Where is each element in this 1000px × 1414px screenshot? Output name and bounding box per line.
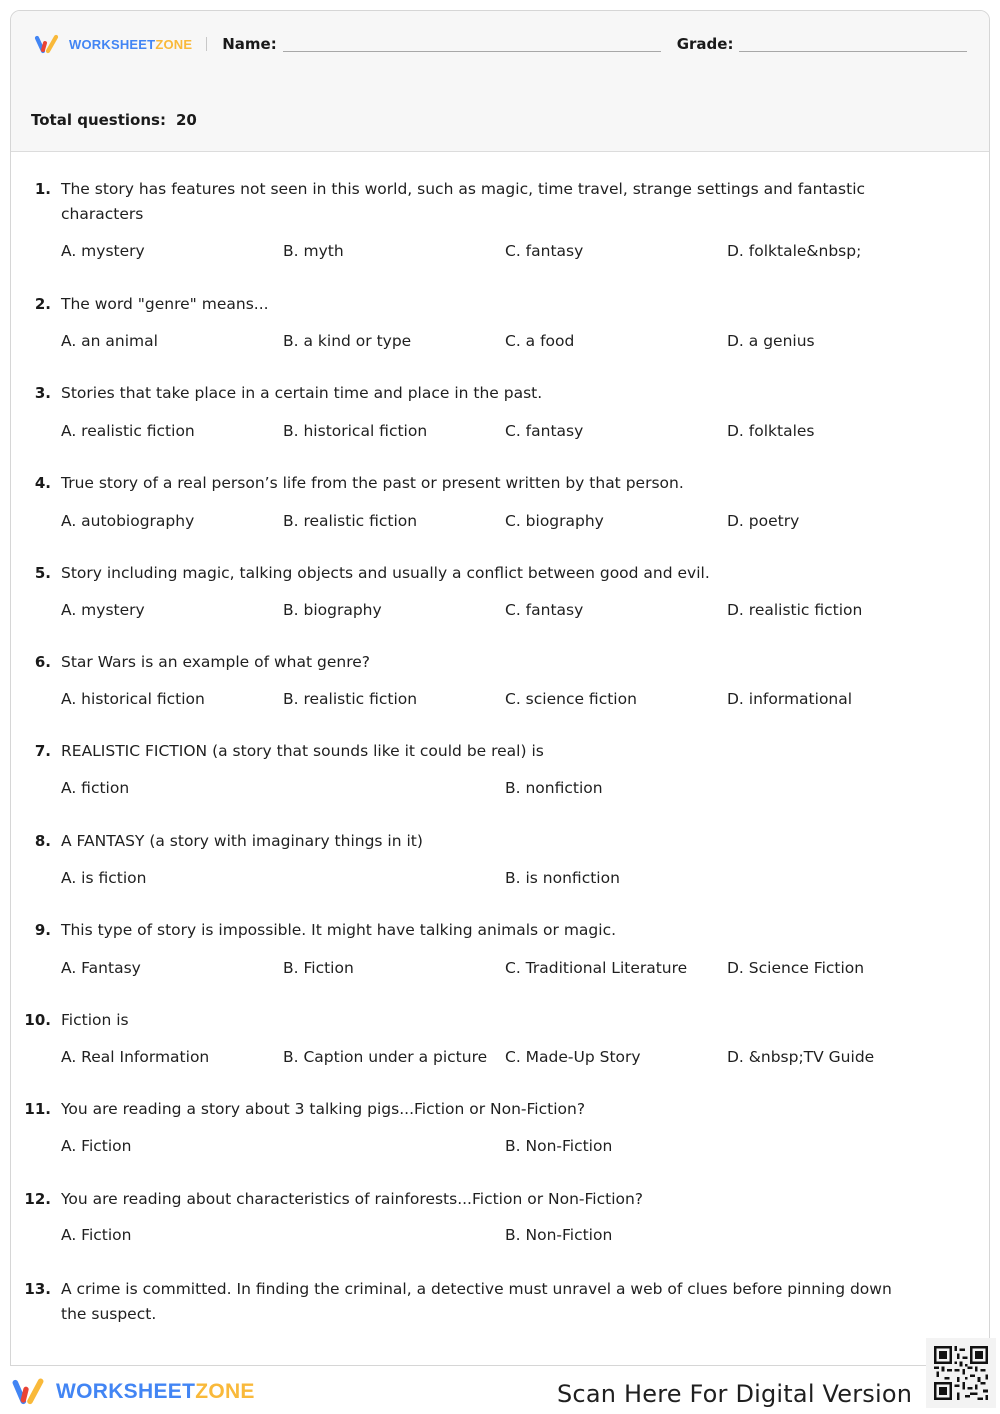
brand-word-worksheet: WORKSHEET <box>69 36 156 52</box>
option-d[interactable]: D. folktale&nbsp; <box>727 242 862 260</box>
option-c[interactable]: C. a food <box>505 332 575 350</box>
brand-word-worksheet: WORKSHEET <box>56 1380 196 1403</box>
option-a[interactable]: A. realistic fiction <box>61 422 195 440</box>
answer-options <box>61 959 961 981</box>
option-d[interactable]: D. poetry <box>727 512 800 530</box>
answer-options <box>61 601 961 623</box>
option-a[interactable]: A. Fiction <box>61 1226 132 1244</box>
worksheet-page <box>10 10 990 1366</box>
option-d[interactable]: D. folktales <box>727 422 815 440</box>
question-text: Star Wars is an example of what genre? <box>61 653 370 671</box>
option-a[interactable]: A. mystery <box>61 601 145 619</box>
option-a[interactable]: A. autobiography <box>61 512 195 530</box>
question-text: Fiction is <box>61 1011 129 1029</box>
option-b[interactable]: B. Caption under a picture <box>283 1048 488 1066</box>
question-number: 2. <box>34 295 51 313</box>
header-row <box>33 33 967 55</box>
answer-options <box>61 512 961 534</box>
answer-options <box>61 1226 961 1248</box>
option-b[interactable]: B. historical fiction <box>283 422 428 440</box>
question-number: 5. <box>34 564 51 582</box>
answer-options <box>61 332 961 354</box>
option-b[interactable]: B. realistic fiction <box>283 512 418 530</box>
option-a[interactable]: A. Fiction <box>61 1137 132 1155</box>
footer-brand-logo <box>10 1376 255 1408</box>
option-b[interactable]: B. a kind or type <box>283 332 412 350</box>
question-text: This type of story is impossible. It might have talking animals or magic. <box>61 921 617 939</box>
option-c[interactable]: C. science fiction <box>505 690 637 708</box>
qr-code-icon[interactable] <box>926 1338 996 1408</box>
question-number: 12. <box>24 1190 51 1208</box>
option-d[interactable]: D. informational <box>727 690 853 708</box>
option-c[interactable]: C. fantasy <box>505 601 584 619</box>
grade-label: Grade: <box>676 35 734 53</box>
option-b[interactable]: B. biography <box>283 601 382 619</box>
total-questions <box>31 111 197 129</box>
option-d[interactable]: D. &nbsp;TV Guide <box>727 1048 875 1066</box>
question-text: A FANTASY (a story with imaginary things in it) <box>61 832 423 850</box>
option-c[interactable]: C. fantasy <box>505 422 584 440</box>
grade-input-line[interactable] <box>739 51 967 52</box>
question-number: 13. <box>24 1280 51 1298</box>
answer-options <box>61 1048 961 1070</box>
question-number: 4. <box>34 474 51 492</box>
brand-word-zone: ZONE <box>195 1380 255 1403</box>
question-text: The word "genre" means... <box>61 295 269 313</box>
option-a[interactable]: A. historical fiction <box>61 690 205 708</box>
page-footer <box>0 1366 1000 1414</box>
option-d[interactable]: D. a genius <box>727 332 815 350</box>
question-number: 6. <box>34 653 51 671</box>
option-b[interactable]: B. Non-Fiction <box>505 1226 613 1244</box>
question-number: 8. <box>34 832 51 850</box>
worksheetzone-logo-icon <box>10 1376 50 1408</box>
question-text: Stories that take place in a certain time and place in the past. <box>61 384 543 402</box>
option-b[interactable]: B. Fiction <box>283 959 354 977</box>
answer-options <box>61 1137 961 1159</box>
option-b[interactable]: B. myth <box>283 242 344 260</box>
option-b[interactable]: B. realistic fiction <box>283 690 418 708</box>
question-number: 7. <box>34 742 51 760</box>
option-a[interactable]: A. Real Information <box>61 1048 210 1066</box>
total-questions-value: 20 <box>175 111 197 129</box>
answer-options <box>61 690 961 712</box>
option-c[interactable]: C. Traditional Literature <box>505 959 688 977</box>
question-number: 10. <box>24 1011 51 1029</box>
option-c[interactable]: C. Made-Up Story <box>505 1048 641 1066</box>
question-number: 3. <box>34 384 51 402</box>
option-a[interactable]: A. is fiction <box>61 869 147 887</box>
name-input-line[interactable] <box>283 51 661 52</box>
question-text: True story of a real person’s life from the past or present written by that person. <box>61 474 684 492</box>
answer-options <box>61 242 961 264</box>
option-d[interactable]: D. Science Fiction <box>727 959 865 977</box>
question-text: The story has features not seen in this world, such as magic, time travel, strange settings and fantastic characters <box>61 180 866 223</box>
option-b[interactable]: B. is nonfiction <box>505 869 620 887</box>
answer-options <box>61 869 961 891</box>
option-d[interactable]: D. realistic fiction <box>727 601 863 619</box>
question-number: 9. <box>34 921 51 939</box>
brand-word-zone: ZONE <box>155 36 193 52</box>
question-number: 1. <box>34 180 51 198</box>
worksheet-header <box>11 11 989 152</box>
option-a[interactable]: A. fiction <box>61 779 130 797</box>
question-text: Story including magic, talking objects and usually a conflict between good and evil. <box>61 564 710 582</box>
answer-options <box>61 779 961 801</box>
name-label: Name: <box>222 35 277 53</box>
brand-logo <box>33 33 192 55</box>
brand-wordmark <box>69 37 192 52</box>
question-text: A crime is committed. In finding the criminal, a detective must unravel a web of clues before pinning down the suspect. <box>61 1280 892 1323</box>
option-a[interactable]: A. an animal <box>61 332 158 350</box>
qr-code-graphic <box>934 1346 988 1400</box>
option-a[interactable]: A. mystery <box>61 242 145 260</box>
scan-for-digital-text: Scan Here For Digital Version <box>557 1380 913 1408</box>
option-c[interactable]: C. fantasy <box>505 242 584 260</box>
question-number: 11. <box>24 1100 51 1118</box>
option-b[interactable]: B. Non-Fiction <box>505 1137 613 1155</box>
question-text: You are reading about characteristics of rainforests...Fiction or Non-Fiction? <box>61 1190 644 1208</box>
question-text: REALISTIC FICTION (a story that sounds like it could be real) is <box>61 742 544 760</box>
worksheetzone-logo-icon <box>33 33 63 55</box>
answer-options <box>61 422 961 444</box>
header-divider <box>206 37 207 51</box>
option-a[interactable]: A. Fantasy <box>61 959 141 977</box>
question-text: You are reading a story about 3 talking pigs...Fiction or Non-Fiction? <box>61 1100 586 1118</box>
option-b[interactable]: B. nonfiction <box>505 779 603 797</box>
total-questions-label: Total questions: <box>31 111 166 129</box>
footer-brand-wordmark <box>56 1380 255 1404</box>
option-c[interactable]: C. biography <box>505 512 604 530</box>
